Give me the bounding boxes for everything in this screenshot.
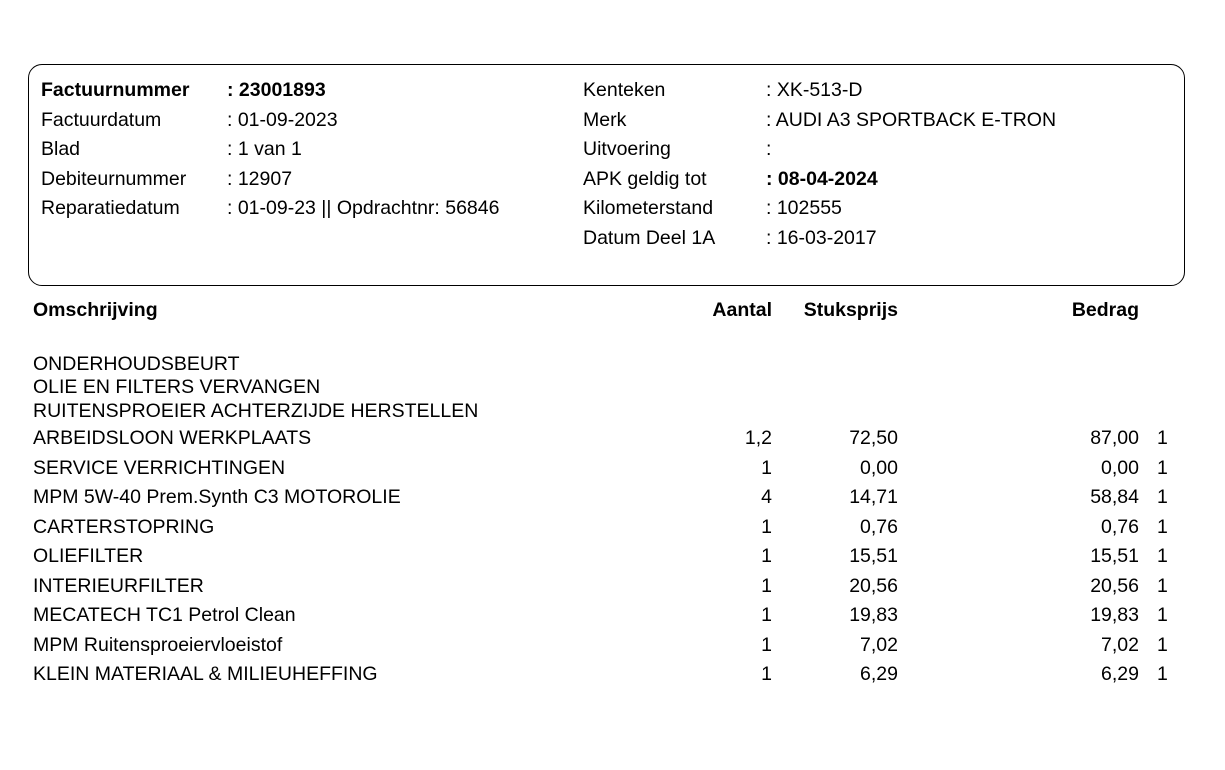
row-quantity: 4 <box>761 486 772 508</box>
row-amount: 7,02 <box>1101 634 1139 656</box>
row-description: MPM Ruitensproeiervloeistof <box>33 634 283 656</box>
row-amount: 15,51 <box>1090 545 1139 567</box>
row-vat-code: 1 <box>1157 634 1168 656</box>
row-vat-code: 1 <box>1157 486 1168 508</box>
work-description-line: OLIE EN FILTERS VERVANGEN <box>33 376 321 398</box>
field-value: : 102555 <box>766 197 842 219</box>
row-amount: 0,76 <box>1101 516 1139 538</box>
row-description: SERVICE VERRICHTINGEN <box>33 457 286 479</box>
field-label: Merk <box>583 109 627 131</box>
field-label: Kilometerstand <box>583 197 714 219</box>
row-quantity: 1 <box>761 634 772 656</box>
work-description-line: RUITENSPROEIER ACHTERZIJDE HERSTELLEN <box>33 400 479 422</box>
column-header-unit-price: Stuksprijs <box>803 299 898 321</box>
row-description: OLIEFILTER <box>33 545 144 567</box>
row-description: CARTERSTOPRING <box>33 516 215 538</box>
column-header-amount: Bedrag <box>1071 299 1139 321</box>
row-amount: 19,83 <box>1090 604 1139 626</box>
row-unit-price: 6,29 <box>860 663 898 685</box>
row-unit-price: 19,83 <box>849 604 898 626</box>
row-quantity: 1 <box>761 545 772 567</box>
field-value: : XK-513-D <box>766 79 863 101</box>
work-description-line: ONDERHOUDSBEURT <box>33 353 240 375</box>
table-row <box>0 545 1225 567</box>
field-label: Factuurdatum <box>41 109 162 131</box>
row-amount: 6,29 <box>1101 663 1139 685</box>
table-row <box>0 634 1225 656</box>
row-quantity: 1 <box>761 663 772 685</box>
field-value: : AUDI A3 SPORTBACK E-TRON <box>766 109 1057 131</box>
row-unit-price: 0,00 <box>860 457 898 479</box>
table-row <box>0 457 1225 479</box>
field-value: : 01-09-23 || Opdrachtnr: 56846 <box>227 197 500 219</box>
row-amount: 58,84 <box>1090 486 1139 508</box>
field-value: : 12907 <box>227 168 293 190</box>
row-unit-price: 72,50 <box>849 427 898 449</box>
field-label: Debiteurnummer <box>41 168 187 190</box>
row-amount: 0,00 <box>1101 457 1139 479</box>
row-amount: 20,56 <box>1090 575 1139 597</box>
field-label: Datum Deel 1A <box>583 227 716 249</box>
row-description: ARBEIDSLOON WERKPLAATS <box>33 427 312 449</box>
field-value: : <box>766 138 772 160</box>
field-value: : 16-03-2017 <box>766 227 877 249</box>
field-value: : 01-09-2023 <box>227 109 338 131</box>
field-label: Kenteken <box>583 79 666 101</box>
field-label: Reparatiedatum <box>41 197 180 219</box>
table-row <box>0 663 1225 685</box>
field-value: : 08-04-2024 <box>766 168 878 190</box>
field-value: : 23001893 <box>227 79 326 101</box>
row-unit-price: 20,56 <box>849 575 898 597</box>
row-vat-code: 1 <box>1157 604 1168 626</box>
row-amount: 87,00 <box>1090 427 1139 449</box>
row-unit-price: 0,76 <box>860 516 898 538</box>
table-row <box>0 486 1225 508</box>
table-row <box>0 575 1225 597</box>
row-vat-code: 1 <box>1157 427 1168 449</box>
row-description: MPM 5W-40 Prem.Synth C3 MOTOROLIE <box>33 486 401 508</box>
row-vat-code: 1 <box>1157 575 1168 597</box>
row-vat-code: 1 <box>1157 516 1168 538</box>
row-quantity: 1 <box>761 575 772 597</box>
field-label: APK geldig tot <box>583 168 707 190</box>
row-quantity: 1 <box>761 516 772 538</box>
row-vat-code: 1 <box>1157 545 1168 567</box>
row-unit-price: 15,51 <box>849 545 898 567</box>
column-header-description: Omschrijving <box>33 299 158 321</box>
row-description: INTERIEURFILTER <box>33 575 204 597</box>
row-quantity: 1 <box>761 604 772 626</box>
table-row <box>0 516 1225 538</box>
table-row <box>0 427 1225 449</box>
field-label: Factuurnummer <box>41 79 190 101</box>
row-description: KLEIN MATERIAAL & MILIEUHEFFING <box>33 663 378 685</box>
row-vat-code: 1 <box>1157 457 1168 479</box>
field-label: Uitvoering <box>583 138 671 160</box>
row-quantity: 1 <box>761 457 772 479</box>
field-label: Blad <box>41 138 81 160</box>
column-header-quantity: Aantal <box>712 299 772 321</box>
table-row <box>0 604 1225 626</box>
row-vat-code: 1 <box>1157 663 1168 685</box>
row-quantity: 1,2 <box>744 427 772 449</box>
row-unit-price: 7,02 <box>860 634 898 656</box>
row-description: MECATECH TC1 Petrol Clean <box>33 604 296 626</box>
row-unit-price: 14,71 <box>849 486 898 508</box>
field-value: : 1 van 1 <box>227 138 302 160</box>
